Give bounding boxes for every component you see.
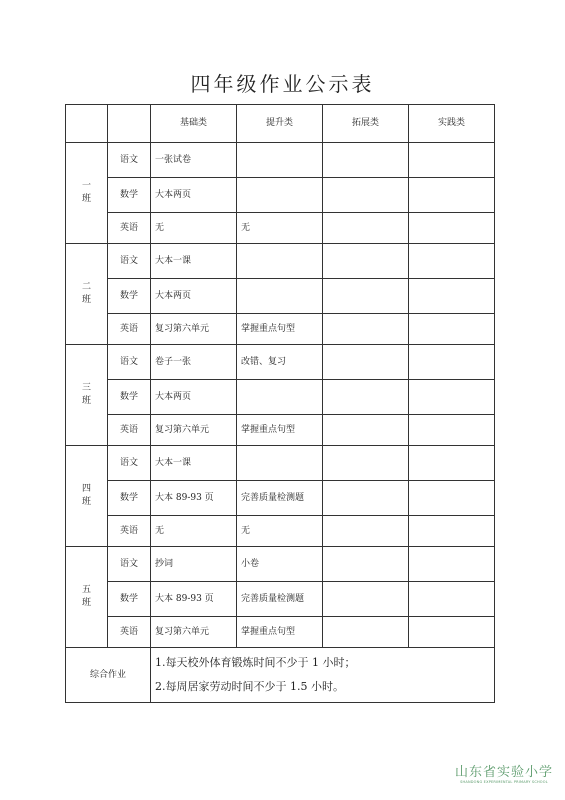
practice-cell	[409, 244, 495, 279]
practice-cell	[409, 213, 495, 244]
basic-cell: 大本 89-93 页	[151, 481, 237, 516]
summary-line: 1.每天校外体育锻炼时间不少于 1 小时；	[155, 656, 356, 669]
improve-cell	[237, 279, 323, 314]
practice-cell	[409, 178, 495, 213]
header-cell-practice: 实践类	[409, 105, 495, 143]
school-logo	[455, 761, 553, 784]
header-cell-basic: 基础类	[151, 105, 237, 143]
class-name-cell	[66, 446, 108, 547]
basic-cell: 复习第六单元	[151, 415, 237, 446]
subject-cell: 语文	[108, 446, 151, 481]
table-row	[66, 213, 495, 244]
subject-cell: 语文	[108, 547, 151, 582]
table-row	[66, 178, 495, 213]
subject-cell: 英语	[108, 415, 151, 446]
subject-cell: 语文	[108, 345, 151, 380]
class-name-cell	[66, 244, 108, 345]
subject-cell: 英语	[108, 314, 151, 345]
extend-cell	[323, 547, 409, 582]
basic-cell: 无	[151, 213, 237, 244]
improve-cell	[237, 178, 323, 213]
subject-cell: 数学	[108, 481, 151, 516]
table-row	[66, 380, 495, 415]
table-row	[66, 244, 495, 279]
improve-cell: 完善质量检测题	[237, 582, 323, 617]
page-title: 四年级作业公示表	[190, 72, 375, 96]
practice-cell	[409, 446, 495, 481]
class-name-cell	[66, 345, 108, 446]
extend-cell	[323, 481, 409, 516]
improve-cell: 掌握重点句型	[237, 617, 323, 648]
subject-cell: 语文	[108, 143, 151, 178]
practice-cell	[409, 516, 495, 547]
class-number: 四	[81, 484, 91, 494]
table-row	[66, 415, 495, 446]
practice-cell	[409, 481, 495, 516]
basic-cell: 复习第六单元	[151, 617, 237, 648]
header-row	[66, 105, 495, 143]
practice-cell	[409, 279, 495, 314]
header-cell-extend: 拓展类	[323, 105, 409, 143]
extend-cell	[323, 279, 409, 314]
extend-cell	[323, 380, 409, 415]
class-suffix: 班	[81, 396, 91, 406]
logo-chinese-text: 山东省实验小学	[454, 765, 553, 780]
practice-cell	[409, 345, 495, 380]
basic-cell: 大本 89-93 页	[151, 582, 237, 617]
basic-cell: 大本两页	[151, 279, 237, 314]
basic-cell: 大本一课	[151, 244, 237, 279]
improve-cell	[237, 446, 323, 481]
table-row	[66, 582, 495, 617]
extend-cell	[323, 415, 409, 446]
subject-cell: 英语	[108, 516, 151, 547]
class-number: 三	[81, 383, 91, 393]
extend-cell	[323, 178, 409, 213]
table-row	[66, 446, 495, 481]
basic-cell: 无	[151, 516, 237, 547]
subject-cell: 数学	[108, 279, 151, 314]
extend-cell	[323, 582, 409, 617]
subject-cell: 数学	[108, 178, 151, 213]
practice-cell	[409, 582, 495, 617]
class-suffix: 班	[81, 194, 91, 204]
improve-cell: 完善质量检测题	[237, 481, 323, 516]
subject-cell: 英语	[108, 617, 151, 648]
extend-cell	[323, 244, 409, 279]
class-number: 一	[81, 181, 91, 191]
summary-content	[151, 648, 495, 703]
extend-cell	[323, 516, 409, 547]
extend-cell	[323, 314, 409, 345]
extend-cell	[323, 143, 409, 178]
summary-line: 2.每周居家劳动时间不少于 1.5 小时。	[155, 680, 344, 693]
header-cell-improve: 提升类	[237, 105, 323, 143]
class-suffix: 班	[81, 598, 91, 608]
practice-cell	[409, 314, 495, 345]
subject-cell: 语文	[108, 244, 151, 279]
class-number: 二	[81, 282, 91, 292]
practice-cell	[409, 143, 495, 178]
basic-cell: 大本两页	[151, 380, 237, 415]
practice-cell	[409, 415, 495, 446]
practice-cell	[409, 547, 495, 582]
basic-cell: 卷子一张	[151, 345, 237, 380]
table-row	[66, 314, 495, 345]
logo-english-text: SHANDONG EXPERIMENTAL PRIMARY SCHOOL	[460, 780, 548, 784]
class-suffix: 班	[81, 497, 91, 507]
practice-cell	[409, 380, 495, 415]
subject-cell: 数学	[108, 380, 151, 415]
improve-cell: 掌握重点句型	[237, 314, 323, 345]
class-name-cell	[66, 143, 108, 244]
subject-cell: 英语	[108, 213, 151, 244]
improve-cell: 无	[237, 516, 323, 547]
table-row	[66, 279, 495, 314]
header-cell-blank-1	[66, 105, 108, 143]
table-row	[66, 516, 495, 547]
table-row	[66, 481, 495, 516]
improve-cell	[237, 244, 323, 279]
basic-cell: 大本一课	[151, 446, 237, 481]
practice-cell	[409, 617, 495, 648]
class-number: 五	[81, 585, 91, 595]
header-cell-blank-2	[108, 105, 151, 143]
improve-cell: 无	[237, 213, 323, 244]
improve-cell: 小卷	[237, 547, 323, 582]
table-row	[66, 143, 495, 178]
table-row	[66, 345, 495, 380]
basic-cell: 一张试卷	[151, 143, 237, 178]
homework-table	[65, 104, 495, 703]
summary-row	[66, 648, 495, 703]
table-row	[66, 617, 495, 648]
improve-cell	[237, 143, 323, 178]
class-suffix: 班	[81, 295, 91, 305]
summary-label: 综合作业	[66, 648, 151, 703]
extend-cell	[323, 345, 409, 380]
class-name-cell	[66, 547, 108, 648]
basic-cell: 抄词	[151, 547, 237, 582]
extend-cell	[323, 446, 409, 481]
subject-cell: 数学	[108, 582, 151, 617]
improve-cell	[237, 380, 323, 415]
improve-cell: 改错、复习	[237, 345, 323, 380]
improve-cell: 掌握重点句型	[237, 415, 323, 446]
table-row	[66, 547, 495, 582]
extend-cell	[323, 617, 409, 648]
basic-cell: 复习第六单元	[151, 314, 237, 345]
basic-cell: 大本两页	[151, 178, 237, 213]
table-body	[66, 105, 495, 703]
extend-cell	[323, 213, 409, 244]
